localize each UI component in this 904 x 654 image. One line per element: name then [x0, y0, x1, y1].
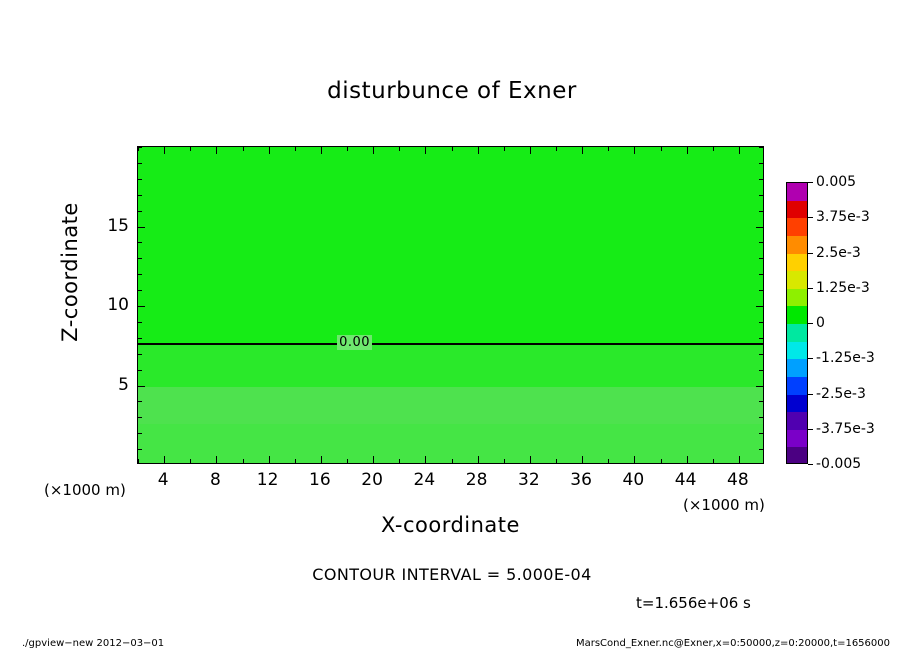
- colorbar-segment: [787, 447, 807, 464]
- y-tick: [756, 386, 763, 387]
- y-minor-tick: [138, 242, 142, 243]
- x-minor-tick: [452, 147, 453, 151]
- y-minor-tick: [138, 433, 142, 434]
- x-minor-tick: [661, 459, 662, 463]
- heatmap-field: [138, 147, 763, 463]
- y-minor-tick: [138, 163, 142, 164]
- x-tick: [269, 147, 270, 154]
- x-minor-tick: [713, 147, 714, 151]
- x-tick: [321, 147, 322, 154]
- x-tick-label: 12: [256, 470, 279, 490]
- y-minor-tick: [138, 449, 142, 450]
- plot-area: [137, 146, 764, 464]
- y-tick-label: 15: [107, 215, 129, 236]
- x-minor-tick: [399, 459, 400, 463]
- y-tick: [138, 306, 145, 307]
- x-tick: [216, 147, 217, 154]
- x-tick: [164, 147, 165, 154]
- y-minor-tick: [138, 147, 142, 148]
- colorbar-segment: [787, 254, 807, 272]
- y-minor-tick: [138, 417, 142, 418]
- x-minor-tick: [556, 147, 557, 151]
- x-tick-label: 48: [727, 470, 749, 490]
- x-minor-tick: [190, 147, 191, 151]
- colorbar-tick: [808, 429, 813, 430]
- y-minor-tick: [759, 163, 763, 164]
- y-tick-label: 10: [107, 295, 129, 315]
- y-minor-tick: [759, 338, 763, 339]
- field-band: [138, 344, 763, 387]
- colorbar-segment: [787, 236, 807, 254]
- x-minor-tick: [504, 459, 505, 463]
- colorbar-tick: [808, 323, 813, 324]
- x-minor-tick: [556, 459, 557, 463]
- x-tick: [373, 456, 374, 463]
- x-tick-label: 40: [622, 470, 645, 490]
- y-minor-tick: [138, 338, 142, 339]
- x-tick-label: 8: [209, 470, 221, 490]
- y-minor-tick: [759, 274, 763, 275]
- x-minor-tick: [608, 459, 609, 463]
- x-axis-unit: (×1000 m): [683, 496, 765, 514]
- x-tick: [269, 456, 270, 463]
- colorbar-segment: [787, 306, 807, 324]
- colorbar-segment: [787, 218, 807, 236]
- x-tick-label: 44: [674, 470, 697, 490]
- y-minor-tick: [759, 417, 763, 418]
- x-axis-title: X-coordinate: [381, 513, 520, 537]
- y-minor-tick: [138, 258, 142, 259]
- y-tick: [756, 227, 763, 228]
- x-tick: [478, 456, 479, 463]
- x-tick: [634, 456, 635, 463]
- colorbar-tick: [808, 464, 813, 465]
- x-tick: [321, 456, 322, 463]
- x-tick: [582, 456, 583, 463]
- y-tick: [138, 386, 145, 387]
- x-minor-tick: [713, 459, 714, 463]
- x-minor-tick: [504, 147, 505, 151]
- y-tick: [138, 227, 145, 228]
- y-minor-tick: [138, 179, 142, 180]
- field-band: [138, 387, 763, 424]
- colorbar-tick: [808, 288, 813, 289]
- x-tick: [478, 147, 479, 154]
- y-tick-label: 5: [118, 374, 129, 395]
- x-tick-label: 28: [465, 470, 488, 490]
- y-minor-tick: [759, 354, 763, 355]
- colorbar-tick-label: 2.5e-3: [816, 244, 861, 261]
- x-tick-label: 36: [570, 470, 592, 490]
- x-tick: [373, 147, 374, 154]
- colorbar-tick-label: -0.005: [816, 456, 862, 472]
- colorbar-tick-label: 3.75e-3: [816, 209, 870, 226]
- x-minor-tick: [243, 147, 244, 151]
- colorbar-segment: [787, 324, 807, 342]
- x-minor-tick: [138, 459, 139, 463]
- y-minor-tick: [138, 274, 142, 275]
- colorbar-tick-label: 1.25e-3: [816, 279, 870, 296]
- y-minor-tick: [759, 258, 763, 259]
- y-minor-tick: [138, 195, 142, 196]
- chart-title: disturbunce of Exner: [327, 78, 577, 104]
- x-tick: [425, 147, 426, 154]
- colorbar-segment: [787, 430, 807, 448]
- contour-line: [138, 343, 763, 345]
- colorbar-segment: [787, 342, 807, 360]
- x-minor-tick: [190, 459, 191, 463]
- y-minor-tick: [759, 242, 763, 243]
- colorbar-segment: [787, 201, 807, 219]
- x-tick: [164, 456, 165, 463]
- y-minor-tick: [138, 354, 142, 355]
- y-axis-unit: (×1000 m): [44, 481, 126, 499]
- y-minor-tick: [759, 449, 763, 450]
- x-tick: [687, 147, 688, 154]
- y-minor-tick: [759, 195, 763, 196]
- field-band: [138, 147, 763, 344]
- contour-interval-note: CONTOUR INTERVAL = 5.000E-04: [312, 565, 592, 584]
- colorbar-segment: [787, 271, 807, 289]
- y-minor-tick: [759, 147, 763, 148]
- y-minor-tick: [759, 370, 763, 371]
- x-tick-label: 4: [157, 470, 169, 490]
- y-tick: [756, 306, 763, 307]
- x-tick: [530, 147, 531, 154]
- colorbar-tick: [808, 358, 813, 359]
- y-minor-tick: [759, 211, 763, 212]
- x-tick: [634, 147, 635, 154]
- x-minor-tick: [661, 147, 662, 151]
- y-axis-title: Z-coordinate: [58, 202, 82, 342]
- colorbar-tick-label: 0: [816, 315, 825, 331]
- colorbar-segment: [787, 183, 807, 201]
- x-minor-tick: [295, 147, 296, 151]
- y-minor-tick: [138, 211, 142, 212]
- y-minor-tick: [138, 322, 142, 323]
- y-minor-tick: [759, 401, 763, 402]
- colorbar-tick: [808, 217, 813, 218]
- footer-left: ./gpview−new 2012−03−01: [22, 638, 165, 649]
- x-tick-label: 32: [518, 470, 540, 490]
- x-tick: [425, 456, 426, 463]
- x-minor-tick: [452, 459, 453, 463]
- y-minor-tick: [759, 179, 763, 180]
- x-minor-tick: [347, 147, 348, 151]
- colorbar-segment: [787, 289, 807, 307]
- x-minor-tick: [243, 459, 244, 463]
- colorbar-tick-label: -3.75e-3: [816, 420, 875, 437]
- x-tick: [530, 456, 531, 463]
- colorbar-segment: [787, 395, 807, 413]
- colorbar-tick: [808, 253, 813, 254]
- colorbar-tick: [808, 394, 813, 395]
- colorbar-segment: [787, 359, 807, 377]
- y-minor-tick: [138, 370, 142, 371]
- x-tick-label: 20: [361, 470, 383, 490]
- colorbar-segment: [787, 377, 807, 395]
- time-note: t=1.656e+06 s: [636, 594, 751, 612]
- footer-right: MarsCond_Exner.nc@Exner,x=0:50000,z=0:20000,t=1656000: [575, 638, 890, 649]
- colorbar: [786, 182, 808, 464]
- y-minor-tick: [759, 322, 763, 323]
- x-tick-label: 24: [413, 470, 436, 490]
- y-minor-tick: [759, 290, 763, 291]
- x-tick: [216, 456, 217, 463]
- x-tick: [739, 147, 740, 154]
- colorbar-tick: [808, 182, 813, 183]
- colorbar-tick-label: 0.005: [816, 174, 857, 190]
- x-minor-tick: [295, 459, 296, 463]
- colorbar-segment: [787, 412, 807, 430]
- y-minor-tick: [759, 433, 763, 434]
- x-tick: [582, 147, 583, 154]
- colorbar-tick-label: -1.25e-3: [816, 350, 875, 367]
- contour-label: 0.00: [339, 335, 371, 351]
- x-tick-label: 16: [309, 470, 331, 490]
- field-band: [138, 424, 763, 464]
- x-minor-tick: [347, 459, 348, 463]
- x-tick: [687, 456, 688, 463]
- x-minor-tick: [399, 147, 400, 151]
- y-minor-tick: [138, 290, 142, 291]
- x-tick: [739, 456, 740, 463]
- x-minor-tick: [608, 147, 609, 151]
- colorbar-tick-label: -2.5e-3: [816, 385, 866, 402]
- y-minor-tick: [138, 401, 142, 402]
